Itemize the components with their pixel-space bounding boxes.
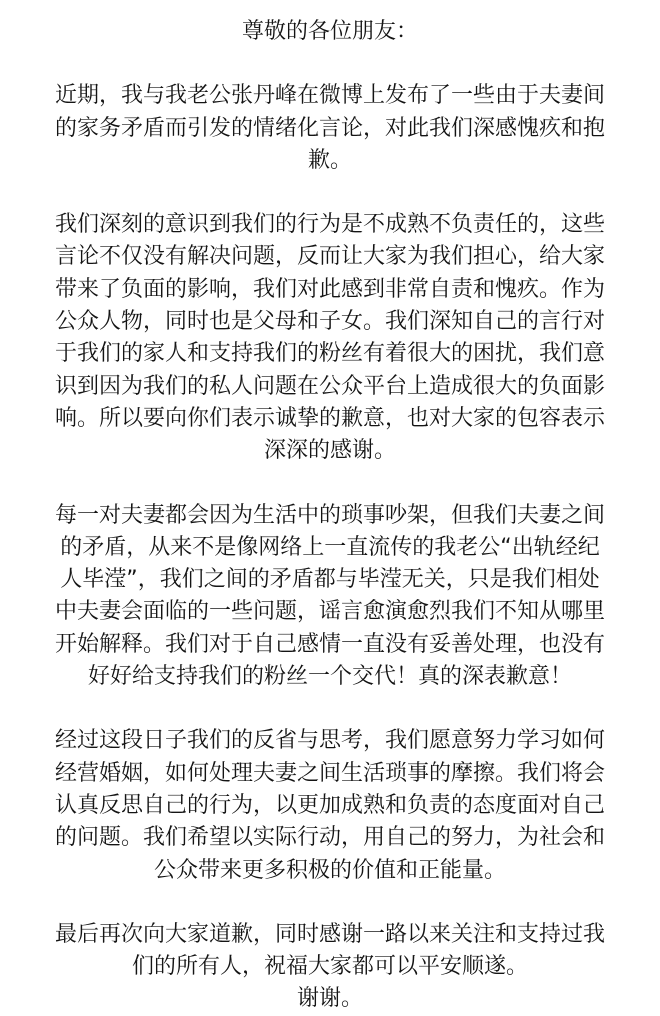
text-line: 公众人物，同时也是父母和子女。我们深知自己的言行对 <box>54 309 605 335</box>
text-line: 开始解释。我们对于自己感情一直没有妥善处理，也没有 <box>54 631 605 657</box>
text-line: 们的所有人，祝福大家都可以平安顺遂。 <box>131 954 528 980</box>
letter-greeting <box>24 16 636 48</box>
text-line: 人毕滢”，我们之间的矛盾都与毕滢无关，只是我们相处 <box>60 567 600 593</box>
text-line: 最后再次向大家道歉，同时感谢一路以来关注和支持过我 <box>54 921 605 947</box>
text-line: 于我们的家人和支持我们的粉丝有着很大的困扰，我们意 <box>54 341 605 367</box>
text-line: 识到因为我们的私人问题在公众平台上造成很大的负面影 <box>54 373 605 399</box>
text-line: 深深的感谢。 <box>263 438 396 464</box>
text-line: 我们深刻的意识到我们的行为是不成熟不负责任的，这些 <box>54 212 605 238</box>
text-line: 公众带来更多积极的价值和正能量。 <box>153 857 506 883</box>
text-line: 好好给支持我们的粉丝一个交代！真的深表歉意！ <box>87 664 572 690</box>
letter-closing <box>24 983 636 1015</box>
paragraph-2 <box>24 209 636 467</box>
text-line: 带来了负面的影响，我们对此感到非常自责和愧疚。作为 <box>54 276 605 302</box>
text-line: 响。所以要向你们表示诚挚的歉意，也对大家的包容表示 <box>54 405 605 431</box>
text-line: 经过这段日子我们的反省与思考，我们愿意努力学习如何 <box>54 728 605 754</box>
text-line: 言论不仅没有解决问题，反而让大家为我们担心，给大家 <box>54 244 605 270</box>
text-line: 中夫妻会面临的一些问题，谣言愈演愈烈我们不知从哪里 <box>54 599 605 625</box>
paragraph-5 <box>24 919 636 984</box>
paragraph-1 <box>24 80 636 177</box>
text-line: 歉。 <box>307 147 352 173</box>
text-line: 的家务矛盾而引发的情绪化言论，对此我们深感愧疚和抱 <box>54 115 605 141</box>
paragraph-3 <box>24 500 636 694</box>
greeting-line: 尊敬的各位朋友： <box>241 19 418 44</box>
paragraph-4 <box>24 725 636 886</box>
closing-line: 谢谢。 <box>296 986 363 1012</box>
text-line: 每一对夫妻都会因为生活中的琐事吵架，但我们夫妻之间 <box>54 502 605 528</box>
text-line: 经营婚姻，如何处理夫妻之间生活琐事的摩擦。我们将会 <box>54 760 605 786</box>
text-line: 认真反思自己的行为，以更加成熟和负责的态度面对自己 <box>54 792 605 818</box>
text-line: 的问题。我们希望以实际行动，用自己的努力，为社会和 <box>54 825 605 851</box>
text-line: 的矛盾，从来不是像网络上一直流传的我老公“出轨经纪 <box>60 534 600 560</box>
text-line: 近期，我与我老公张丹峰在微博上发布了一些由于夫妻间 <box>54 83 605 109</box>
